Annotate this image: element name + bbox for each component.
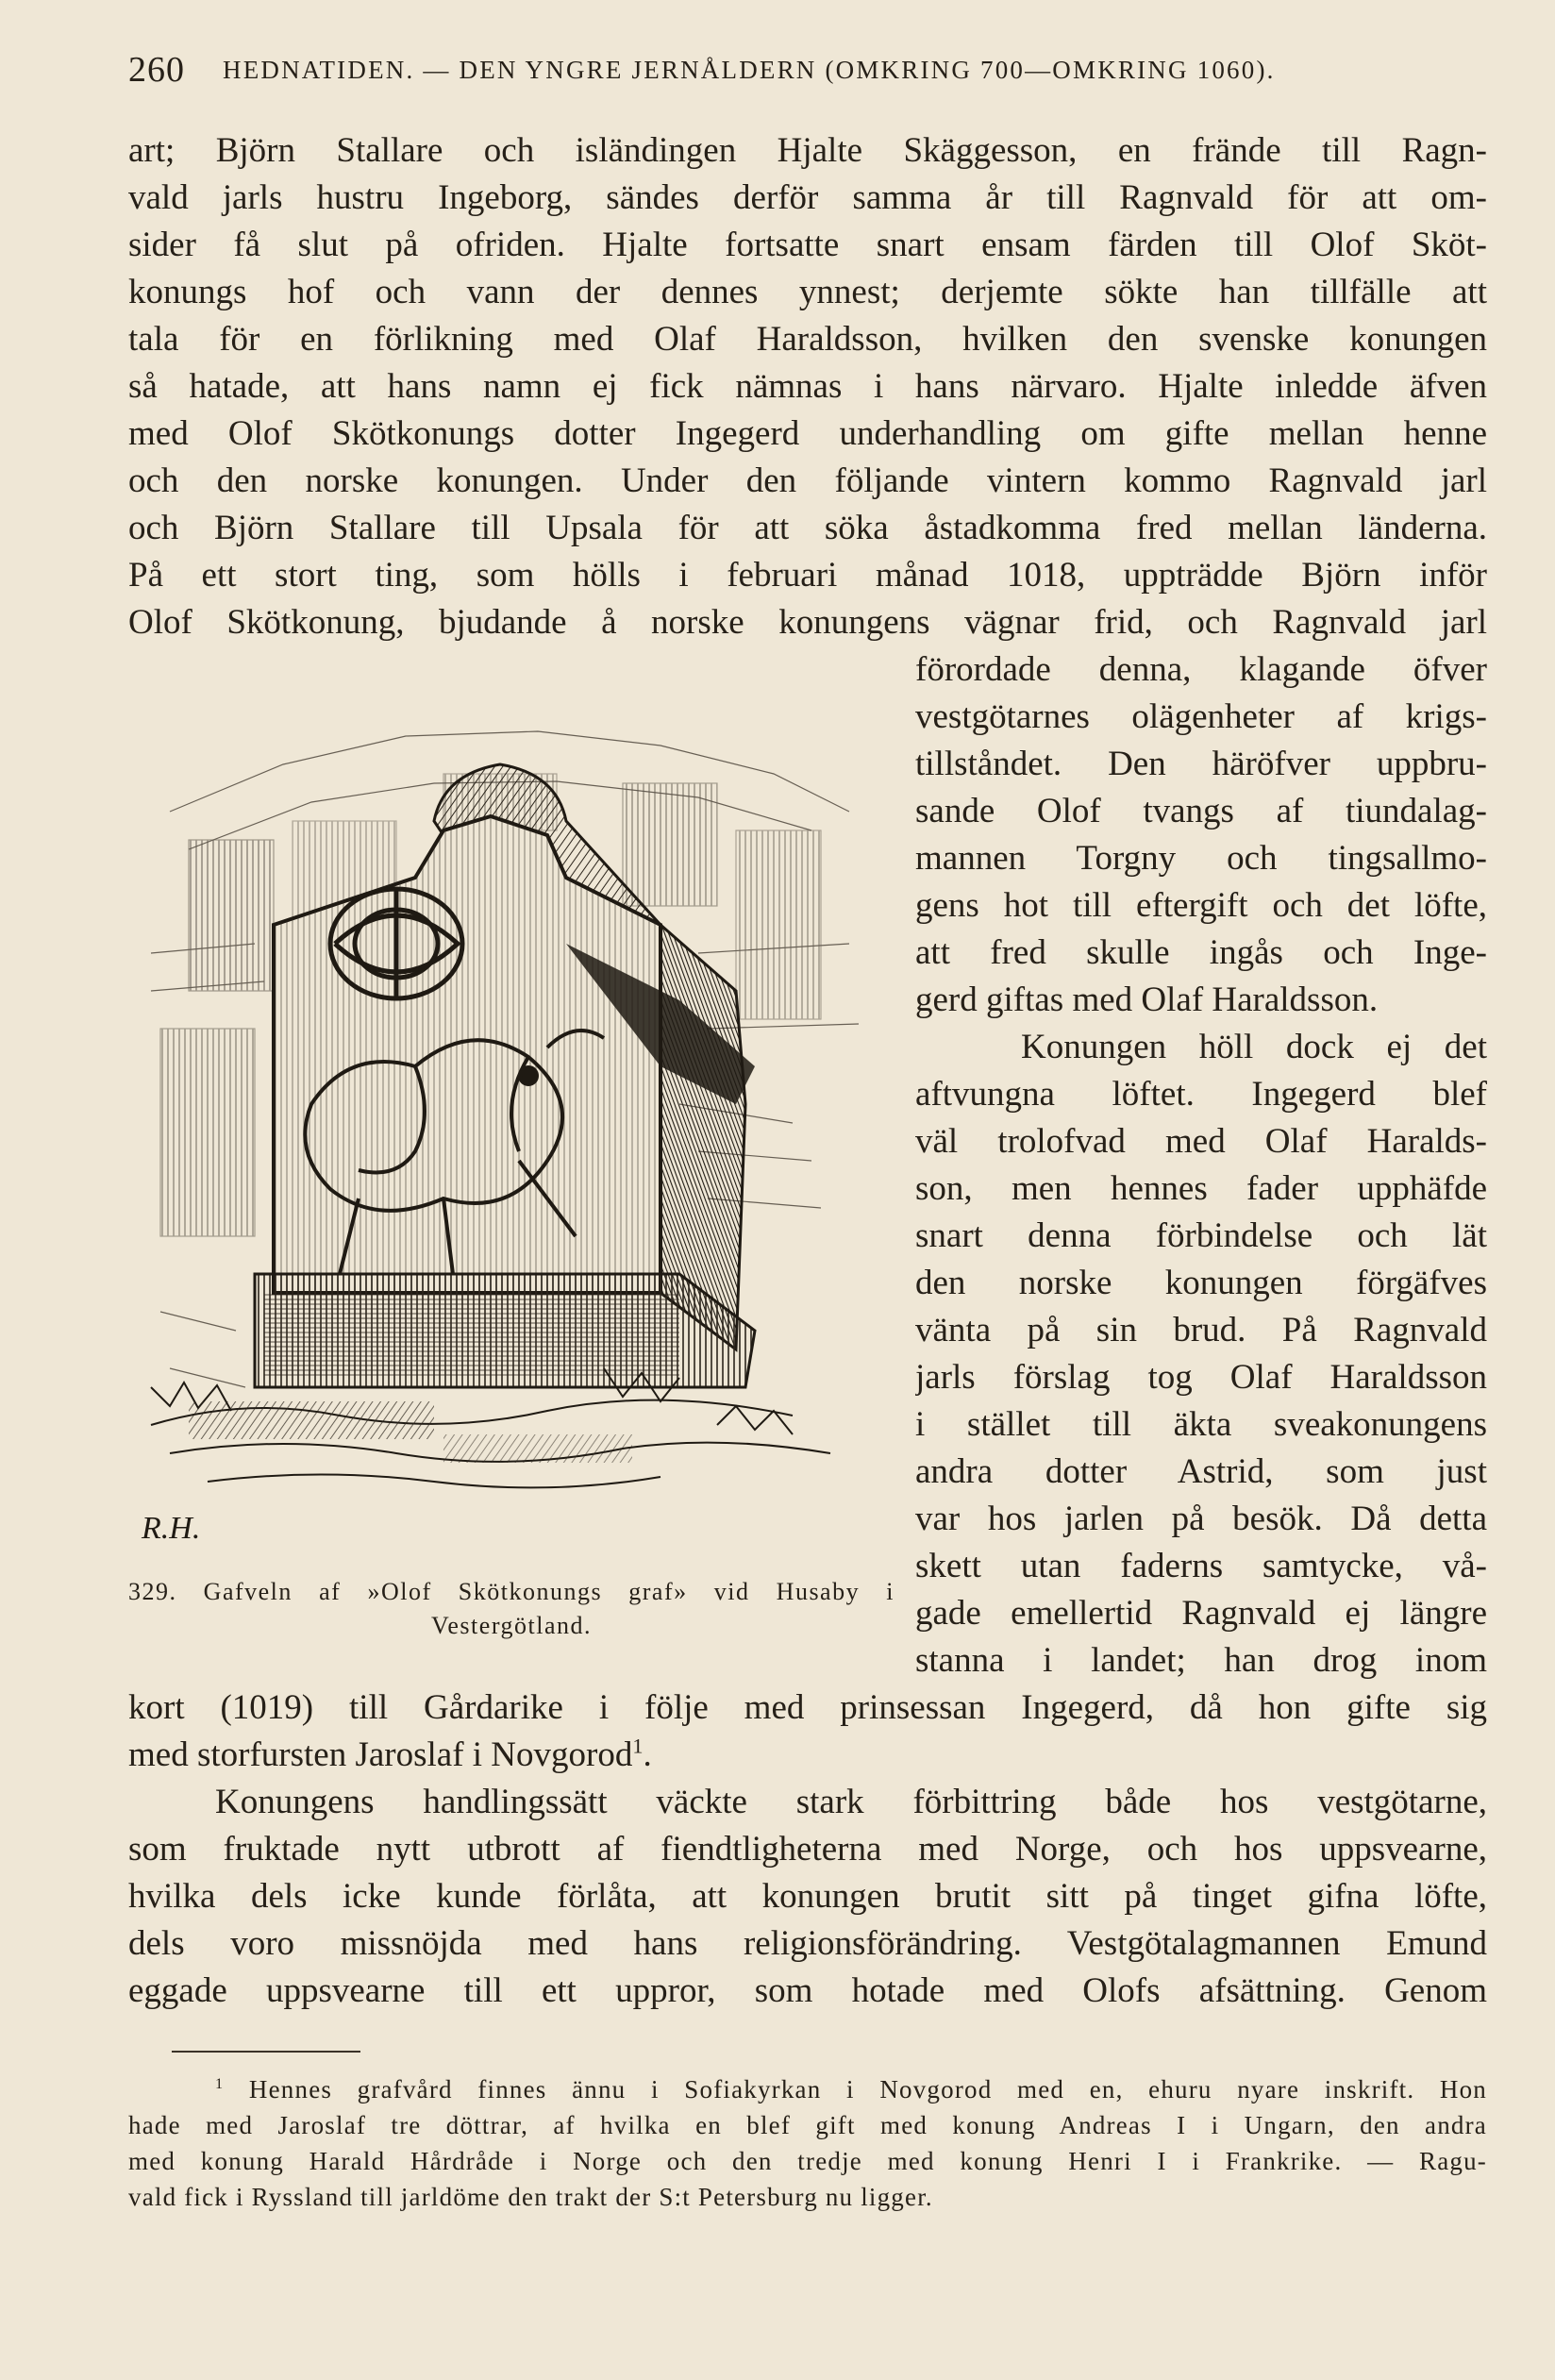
engraving-figure	[132, 708, 896, 1557]
text-line: med Olof Skötkonungs dotter Ingegerd underhandling om gifte mellan henne	[128, 414, 1487, 453]
text-line: stanna i landet; han drog inom	[915, 1641, 1487, 1680]
text-line: tala för en förlikning med Olaf Haraldsson, hvilken den svenske konungen	[128, 320, 1487, 359]
text-line: eggade uppsvearne till ett uppror, som hotade med Olofs afsättning. Genom	[128, 1971, 1487, 2010]
text-line: Olof Skötkonung, bjudande å norske konungens vägnar frid, och Ragnvald jarl	[128, 603, 1487, 642]
text-line-with-footnote-ref	[128, 1732, 1487, 1779]
text-line: art; Björn Stallare och isländingen Hjalte Skäggesson, en frände till Ragn-	[128, 131, 1487, 170]
text-line: tillståndet. Den häröfver uppbru-	[915, 745, 1487, 783]
footnote-reference[interactable]: 1	[632, 1734, 644, 1758]
footnote-line	[215, 2071, 1487, 2107]
text-line: som fruktade nytt utbrott af fiendtligheterna med Norge, och hos uppsvearne,	[128, 1830, 1487, 1869]
footnote-text: Hennes grafvård finnes ännu i Sofiakyrkan i Novgorod med en, ehuru nyare inskrift. Hon	[248, 2075, 1487, 2103]
text-line: snart denna förbindelse och lät	[915, 1216, 1487, 1255]
text-line: aftvungna löftet. Ingegerd blef	[915, 1075, 1487, 1114]
text-line: vänta på sin brud. På Ragnvald	[915, 1311, 1487, 1349]
text-line: var hos jarlen på besök. Då detta	[915, 1500, 1487, 1538]
text-line: sider få slut på ofriden. Hjalte fortsatte snart ensam färden till Olof Sköt-	[128, 226, 1487, 264]
text-line: med storfursten Jaroslaf i Novgorod	[128, 1735, 633, 1774]
page-header	[128, 49, 1487, 102]
footnote-divider	[172, 2051, 360, 2053]
text-line: skett utan faderns samtycke, vå-	[915, 1547, 1487, 1585]
text-line: jarls förslag tog Olaf Haraldsson	[915, 1358, 1487, 1397]
footnote-marker: 1	[215, 2075, 225, 2092]
text-line: mannen Torgny och tingsallmo-	[915, 839, 1487, 878]
text-line: väl trolofvad med Olaf Haralds-	[915, 1122, 1487, 1161]
text-line: Konungen höll dock ej det	[1021, 1028, 1487, 1066]
figure-caption: 329. Gafveln af »Olof Skötkonungs graf» vid Husaby i	[128, 1578, 895, 1605]
text-line: son, men hennes fader upphäfde	[915, 1169, 1487, 1208]
footnote-line: hade med Jaroslaf tre döttrar, af hvilka en blef gift med konung Andreas I i Ungarn, den andra	[128, 2111, 1487, 2139]
text-line: På ett stort ting, som hölls i februari månad 1018, uppträdde Björn inför	[128, 556, 1487, 595]
text-line: gens hot till eftergift och det löfte,	[915, 886, 1487, 925]
text-line: och Björn Stallare till Upsala för att söka åstadkomma fred mellan länderna.	[128, 509, 1487, 547]
text-line: sande Olof tvangs af tiundalag-	[915, 792, 1487, 830]
text-line: den norske konungen förgäfves	[915, 1264, 1487, 1302]
text-line: vestgötarnes olägenheter af krigs-	[915, 697, 1487, 736]
text-line: konungs hof och vann der dennes ynnest; derjemte sökte han tillfälle att	[128, 273, 1487, 311]
gravestone-engraving	[132, 708, 896, 1557]
text-line: gade emellertid Ragnvald ej längre	[915, 1594, 1487, 1633]
text-line: gerd giftas med Olaf Haraldsson.	[915, 980, 1379, 1019]
text-line: hvilka dels icke kunde förlåta, att konungen brutit sitt på tinget gifna löfte,	[128, 1877, 1487, 1916]
text-line: Konungens handlingssätt väckte stark förbittring både hos vestgötarne,	[215, 1783, 1487, 1821]
running-head: HEDNATIDEN. — DEN YNGRE JERNÅLDERN (OMKRING 700—OMKRING 1060).	[223, 56, 1276, 84]
figure-caption-continued: Vestergötland.	[431, 1612, 592, 1639]
text-line: i stället till äkta sveakonungens	[915, 1405, 1487, 1444]
footnote-ref-punct: .	[643, 1735, 652, 1774]
text-line: så hatade, att hans namn ej fick nämnas i hans närvaro. Hjalte inledde äfven	[128, 367, 1487, 406]
text-line: vald jarls hustru Ingeborg, sändes derför samma år till Ragnvald för att om-	[128, 178, 1487, 217]
text-line: och den norske konungen. Under den följande vintern kommo Ragnvald jarl	[128, 461, 1487, 500]
page-number: 260	[128, 50, 185, 90]
text-line: att fred skulle ingås och Inge-	[915, 933, 1487, 972]
text-line: dels voro missnöjda med hans religionsförändring. Vestgötalagmannen Emund	[128, 1924, 1487, 1963]
engraver-signature: R.H.	[142, 1511, 201, 1546]
text-line: andra dotter Astrid, som just	[915, 1452, 1487, 1491]
footnote-line: vald fick i Ryssland till jarldöme den trakt der S:t Petersburg nu ligger.	[128, 2183, 933, 2211]
text-line: kort (1019) till Gårdarike i följe med prinsessan Ingegerd, då hon gifte sig	[128, 1688, 1487, 1727]
text-line: förordade denna, klagande öfver	[915, 650, 1487, 689]
footnote-line: med konung Harald Hårdråde i Norge och den tredje med konung Henri I i Frankrike. — Ragu-	[128, 2147, 1487, 2175]
